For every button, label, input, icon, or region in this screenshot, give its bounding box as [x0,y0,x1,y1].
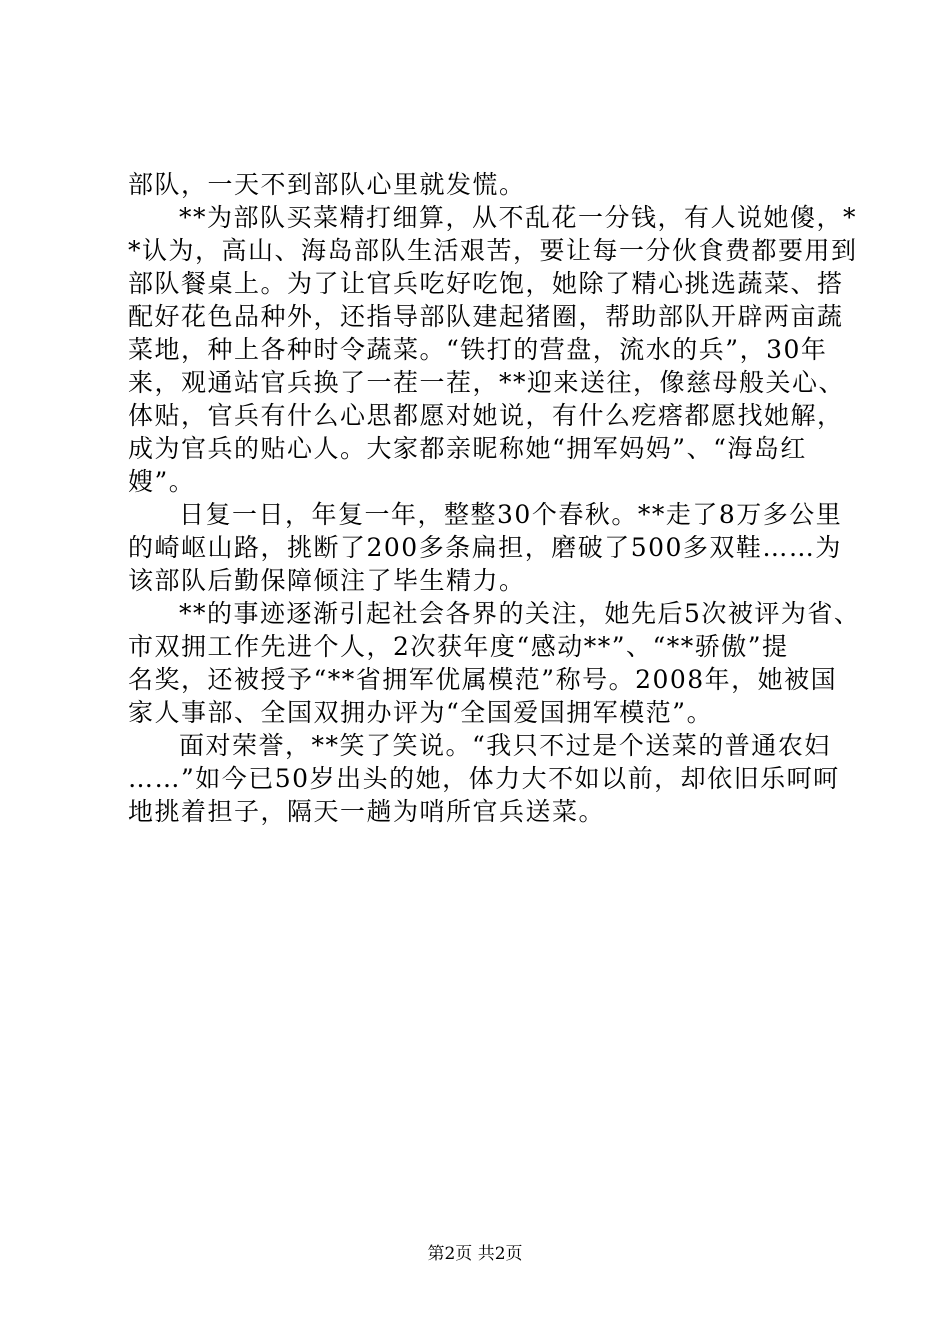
text-line: 菜地，种上各种时令蔬菜。“铁打的营盘，流水的兵”，30年 [128,335,828,364]
text-line: **为部队买菜精打细算，从不乱花一分钱，有人说她傻，* [179,203,858,232]
page-number-footer: 第2页 共2页 [427,1244,523,1264]
text-line: ……”如今已50岁出头的她，体力大不如以前，却依旧乐呵呵 [128,764,840,793]
text-line: 日复一日，年复一年，整整30个春秋。**走了8万多公里 [179,500,843,529]
text-line: 市双拥工作先进个人，2次获年度“感动**”、“**骄傲”提 [128,632,789,661]
text-line: 部队餐桌上。为了让官兵吃好吃饱，她除了精心挑选蔬菜、搭 [128,269,844,298]
text-line: 来，观通站官兵换了一茬一茬，**迎来送往，像慈母般关心、 [128,368,846,397]
text-line: 部队，一天不到部队心里就发慌。 [128,170,526,199]
text-line: 成为官兵的贴心人。大家都亲昵称她“拥军妈妈”、“海岛红 [128,434,807,463]
text-line: **的事迹逐渐引起社会各界的关注，她先后5次被评为省、 [179,599,861,628]
text-line: *认为，高山、海岛部队生活艰苦，要让每一分伙食费都要用到 [128,236,858,265]
text-line: 名奖，还被授予“**省拥军优属模范”称号。2008年，她被国 [128,665,838,694]
text-line: 配好花色品种外，还指导部队建起猪圈，帮助部队开辟两亩蔬 [128,302,844,331]
text-line: 家人事部、全国双拥办评为“全国爱国拥军模范”。 [128,698,714,727]
text-line: 的崎岖山路，挑断了200多条扁担，磨破了500多双鞋……为 [128,533,842,562]
text-line: 嫂”。 [128,467,196,496]
text-line: 该部队后勤保障倾注了毕生精力。 [128,566,526,595]
text-line: 面对荣誉，**笑了笑说。“我只不过是个送菜的普通农妇 [179,731,831,760]
document-body [128,168,861,828]
text-line: 地挑着担子，隔天一趟为哨所官兵送菜。 [128,797,606,826]
text-line: 体贴，官兵有什么心思都愿对她说，有什么疙瘩都愿找她解， [128,401,844,430]
